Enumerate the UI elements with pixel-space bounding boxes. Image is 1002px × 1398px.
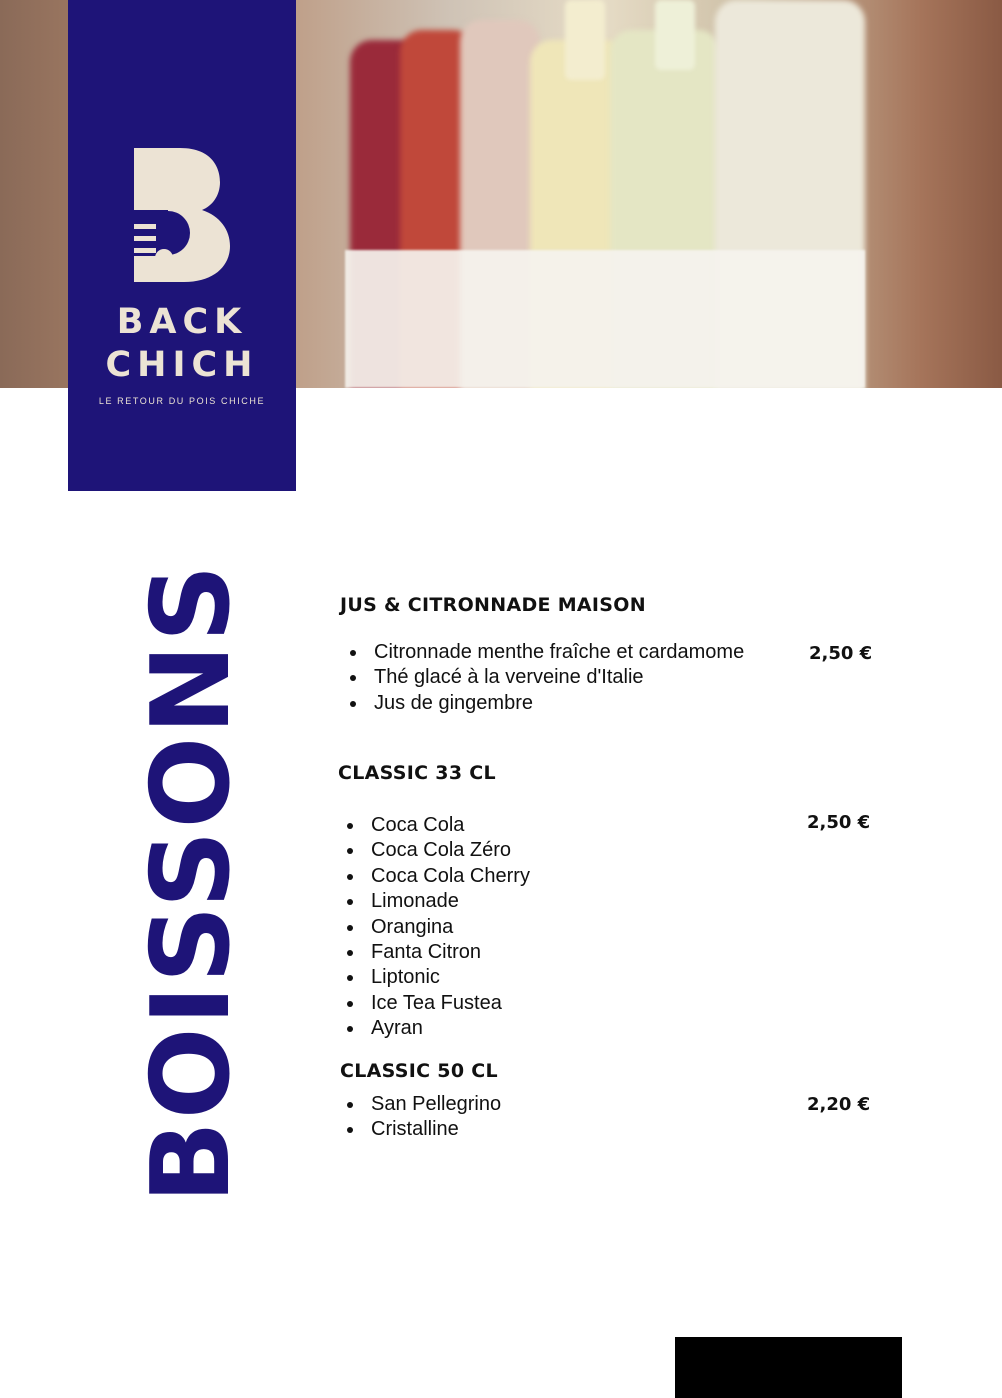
- list-item: Ayran: [341, 1016, 530, 1041]
- list-item: Coca Cola: [341, 813, 530, 838]
- list-item: Jus de gingembre: [344, 691, 744, 716]
- page-title: BOISSONS: [129, 562, 254, 1204]
- brand-name-line2: CHICH: [105, 345, 259, 385]
- footer-black-block: [675, 1337, 902, 1398]
- item-list-jus: [344, 640, 744, 716]
- list-item: Coca Cola Zéro: [341, 838, 530, 863]
- list-item: San Pellegrino: [341, 1092, 501, 1117]
- list-item: Ice Tea Fustea: [341, 991, 530, 1016]
- list-item: Fanta Citron: [341, 940, 530, 965]
- price-jus: 2,50 €: [809, 643, 873, 664]
- list-item: Liptonic: [341, 965, 530, 990]
- item-list-classic-33: [341, 813, 530, 1042]
- section-title-classic-50: CLASSIC 50 CL: [340, 1060, 498, 1082]
- brand-panel: [68, 0, 296, 491]
- price-classic-33: 2,50 €: [807, 812, 871, 833]
- list-item: Coca Cola Cherry: [341, 864, 530, 889]
- list-item: Citronnade menthe fraîche et cardamome: [344, 640, 744, 665]
- price-classic-50: 2,20 €: [807, 1094, 871, 1115]
- item-list-classic-50: [341, 1092, 501, 1143]
- list-item: Limonade: [341, 889, 530, 914]
- section-title-classic-33: CLASSIC 33 CL: [338, 762, 496, 784]
- list-item: Orangina: [341, 915, 530, 940]
- list-item: Thé glacé à la verveine d'Italie: [344, 665, 744, 690]
- back-chich-logo-icon: [134, 148, 230, 282]
- brand-tagline: LE RETOUR DU POIS CHICHE: [98, 396, 266, 406]
- list-item: Cristalline: [341, 1117, 501, 1142]
- brand-name-line1: BACK: [116, 302, 248, 342]
- section-title-jus: JUS & CITRONNADE MAISON: [340, 594, 646, 616]
